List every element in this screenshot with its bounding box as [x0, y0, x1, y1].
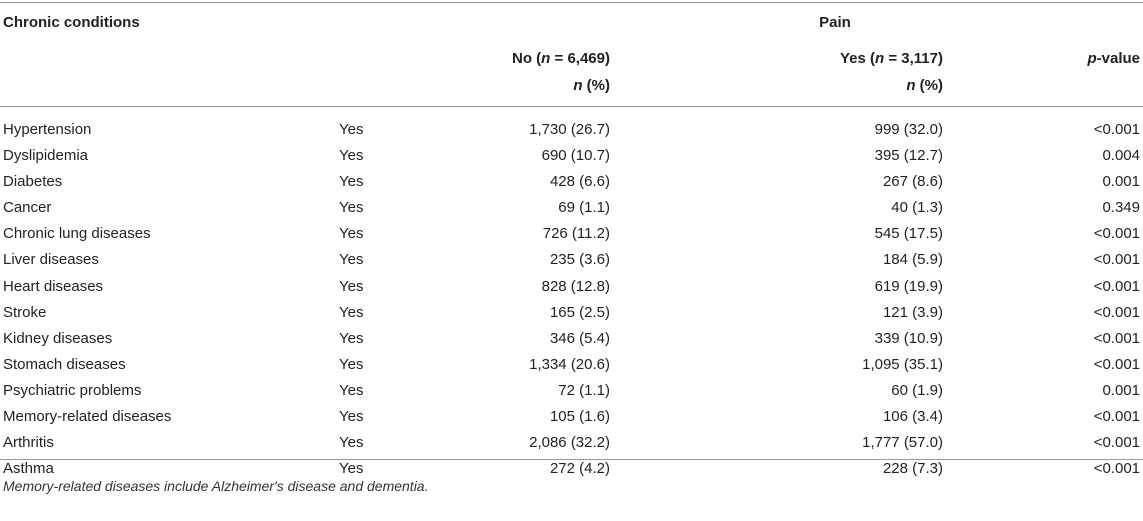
table-row: [0, 221, 1143, 247]
no-pain-value: 272 (4.2): [549, 460, 610, 478]
no-pain-value: 346 (5.4): [549, 329, 610, 347]
condition-name: Diabetes: [3, 173, 63, 191]
condition-name: Cancer: [3, 199, 52, 217]
table-body: [0, 117, 1143, 482]
pain-value: 1,777 (57.0): [862, 434, 943, 452]
condition-name: Chronic lung diseases: [3, 225, 151, 243]
condition-name: Hypertension: [3, 121, 92, 138]
pain-value: 619 (19.9): [874, 277, 943, 295]
p-value: <0.001: [1093, 329, 1140, 347]
no-pain-value: 1,730 (26.7): [529, 121, 610, 138]
condition-name: Dyslipidemia: [3, 147, 89, 165]
bottom-rule: [0, 459, 1143, 460]
pain-value: 228 (7.3): [882, 460, 943, 478]
table-row: [0, 117, 1143, 143]
header-yes-n-symbol: n: [875, 50, 885, 67]
header-no-n-value: 6,469: [567, 50, 605, 67]
p-value: <0.001: [1093, 434, 1140, 452]
p-value: 0.001: [1102, 173, 1140, 191]
pain-value: 184 (5.9): [882, 251, 943, 269]
table-row: [0, 378, 1143, 404]
header-yes-n-value: 3,117: [901, 50, 938, 67]
condition-name: Kidney diseases: [3, 329, 113, 347]
table-row: [0, 430, 1143, 456]
table-row: [0, 274, 1143, 300]
header-rule: [0, 106, 1143, 107]
no-pain-value: 1,334 (20.6): [529, 355, 610, 373]
category-label: Yes: [339, 355, 364, 373]
no-pain-value: 828 (12.8): [541, 277, 610, 295]
category-label: Yes: [339, 225, 364, 243]
pain-value: 545 (17.5): [874, 225, 943, 243]
header-no-n-symbol: n: [541, 50, 551, 67]
category-label: Yes: [339, 408, 364, 426]
category-label: Yes: [339, 251, 364, 269]
header-no-group: No (n = 6,469): [512, 50, 610, 67]
header-pain: Pain: [819, 14, 851, 31]
category-label: Yes: [339, 460, 364, 478]
pain-value: 40 (1.3): [891, 199, 943, 217]
no-pain-value: 2,086 (32.2): [529, 434, 610, 452]
condition-name: Memory-related diseases: [3, 408, 172, 426]
header-p-symbol: p: [1087, 50, 1097, 67]
p-value: <0.001: [1093, 121, 1140, 138]
condition-name: Stomach diseases: [3, 355, 126, 373]
category-label: Yes: [339, 329, 364, 347]
table-row: [0, 169, 1143, 195]
header-yes-label: Yes: [839, 50, 866, 67]
condition-name: Liver diseases: [3, 251, 99, 269]
no-pain-value: 72 (1.1): [558, 381, 610, 399]
header-pct: (%): [915, 77, 943, 94]
category-label: Yes: [339, 199, 364, 217]
no-pain-value: 690 (10.7): [541, 147, 610, 165]
table-row: [0, 326, 1143, 352]
p-value: <0.001: [1093, 460, 1140, 478]
category-label: Yes: [339, 121, 364, 138]
category-label: Yes: [339, 147, 364, 165]
p-value: <0.001: [1093, 225, 1140, 243]
header-no-label: No: [512, 50, 532, 67]
table-row: [0, 404, 1143, 430]
p-value: <0.001: [1093, 251, 1140, 269]
table-row: [0, 247, 1143, 273]
p-value: <0.001: [1093, 303, 1140, 321]
condition-name: Psychiatric problems: [3, 381, 142, 399]
p-value: <0.001: [1093, 408, 1140, 426]
p-value: <0.001: [1093, 355, 1140, 373]
category-label: Yes: [339, 173, 364, 191]
table-row: [0, 352, 1143, 378]
no-pain-value: 105 (1.6): [549, 408, 610, 426]
category-label: Yes: [339, 434, 364, 452]
p-value: 0.349: [1102, 199, 1140, 217]
top-rule: [0, 2, 1143, 3]
table-row: [0, 143, 1143, 169]
pain-value: 121 (3.9): [882, 303, 943, 321]
table-row: [0, 195, 1143, 221]
pain-value: 999 (32.0): [874, 121, 943, 138]
category-label: Yes: [339, 381, 364, 399]
pain-value: 339 (10.9): [874, 329, 943, 347]
p-value: 0.004: [1102, 147, 1140, 165]
condition-name: Asthma: [3, 460, 54, 478]
header-p-suffix: -value: [1096, 50, 1140, 67]
pain-value: 106 (3.4): [882, 408, 943, 426]
no-pain-value: 428 (6.6): [549, 173, 610, 191]
header-n-symbol: n: [573, 77, 583, 94]
no-pain-value: 69 (1.1): [558, 199, 610, 217]
pain-value: 267 (8.6): [882, 173, 943, 191]
condition-name: Arthritis: [3, 434, 54, 452]
pain-value: 395 (12.7): [874, 147, 943, 165]
p-value: 0.001: [1102, 381, 1140, 399]
condition-name: Heart diseases: [3, 277, 104, 295]
header-yes-n-pct: [906, 77, 943, 95]
category-label: Yes: [339, 303, 364, 321]
no-pain-value: 235 (3.6): [549, 251, 610, 269]
header-n-symbol: n: [906, 77, 916, 94]
p-value: <0.001: [1093, 277, 1140, 295]
category-label: Yes: [339, 277, 364, 295]
header-p-value: [1087, 50, 1140, 68]
no-pain-value: 726 (11.2): [542, 225, 610, 243]
header-chronic-conditions: Chronic conditions: [3, 14, 140, 31]
pain-value: 1,095 (35.1): [862, 355, 943, 373]
header-no-n-pct: [573, 77, 610, 95]
header-yes-group: Yes (n = 3,117): [839, 50, 943, 67]
pain-value: 60 (1.9): [891, 381, 943, 399]
condition-name: Stroke: [3, 303, 47, 321]
no-pain-value: 165 (2.5): [549, 303, 610, 321]
table-row: [0, 300, 1143, 326]
table-footnote: Memory-related diseases include Alzheimer's disease and dementia.: [3, 478, 429, 494]
header-pct: (%): [582, 77, 610, 94]
